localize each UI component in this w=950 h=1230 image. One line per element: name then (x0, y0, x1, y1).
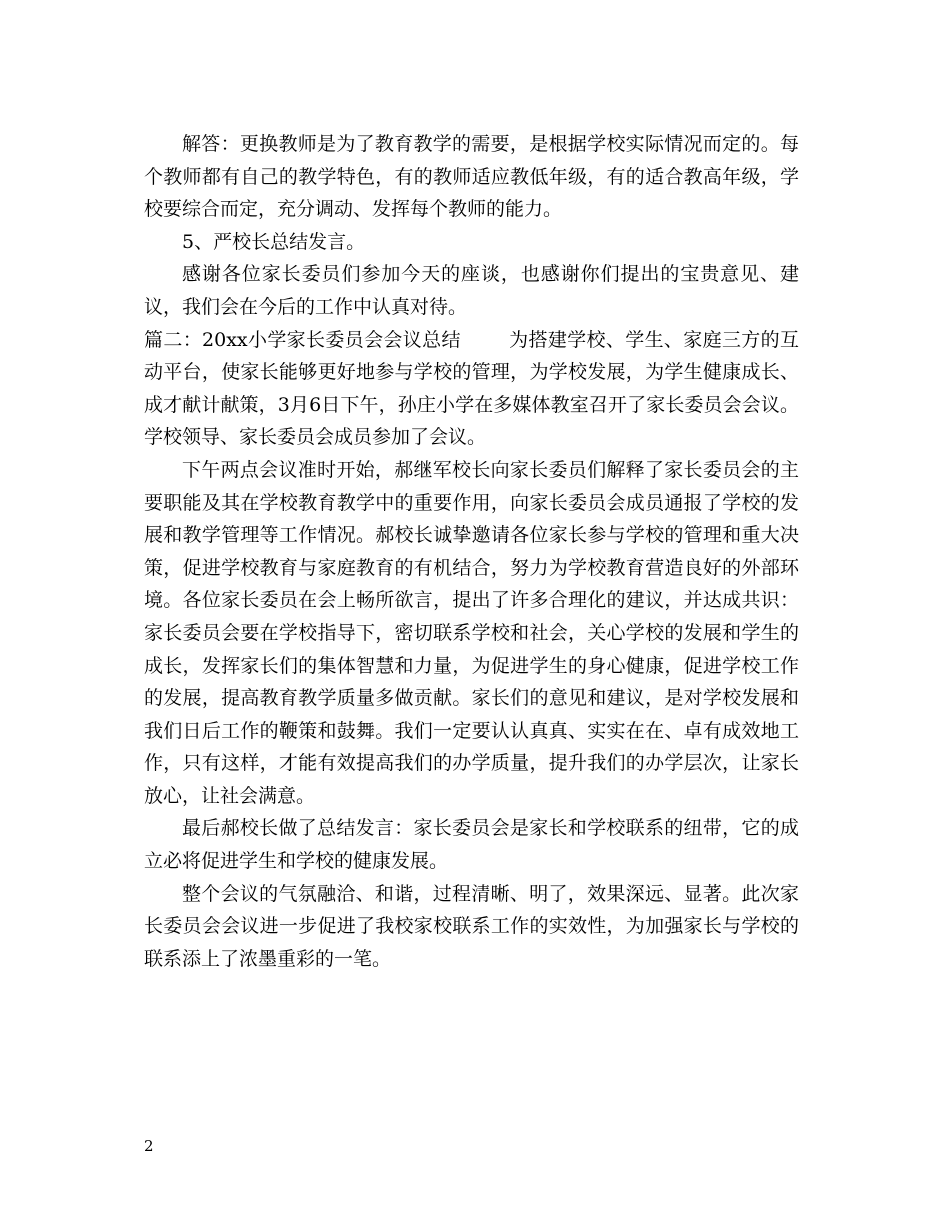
section-two-paragraph (144, 324, 799, 454)
section-intro: 为搭建学校、学生、家庭三方的互动平台，使家长能够更好地参与学校的管理，为学校发展，为学生健康成长、成才献计献策，3月6日下午，孙庄小学在多媒体教室召开了家长委员会会议。学校领导、家长委员会成员参加了会议。 (144, 328, 799, 449)
meeting-evaluation-paragraph: 整个会议的气氛融洽、和谐，过程清晰、明了，效果深远、显著。此次家长委员会会议进一步促进了我校家校联系工作的实效性，为加强家长与学校的联系添上了浓墨重彩的一笔。 (144, 882, 799, 970)
summary-speech-item: 5、严校长总结发言。 (182, 230, 366, 253)
thanks-paragraph: 感谢各位家长委员们参加今天的座谈，也感谢你们提出的宝贵意见、建议，我们会在今后的工作中认真对待。 (144, 263, 799, 318)
page-number: 2 (144, 1137, 154, 1155)
section-heading: 篇二：20xx小学家长委员会会议总结 (144, 328, 461, 351)
answer-paragraph: 解答：更换教师是为了教育教学的需要，是根据学校实际情况而定的。每个教师都有自己的教学特色，有的教师适应教低年级，有的适合教高年级，学校要综合而定，充分调动、发挥每个教师的能力。 (144, 133, 799, 221)
meeting-body-paragraph: 下午两点会议准时开始，郝继军校长向家长委员们解释了家长委员会的主要职能及其在学校教育教学中的重要作用，向家长委员会成员通报了学校的发展和教学管理等工作情况。郝校长诚挚邀请各位家长参与学校的管理和重大决策，促进学校教育与家庭教育的有机结合，努力为学校教育营造良好的外部环境。各位家长委员在会上畅所欲言，提出了许多合理化的建议，并达成共识：家长委员会要在学校指导下，密切联系学校和社会，关心学校的发展和学生的成长，发挥家长们的集体智慧和力量，为促进学生的身心健康，促进学校工作的发展，提高教育教学质量多做贡献。家长们的意见和建议，是对学校发展和我们日后工作的鞭策和鼓舞。我们一定要认认真真、实实在在、卓有成效地工作，只有这样，才能有效提高我们的办学质量，提升我们的办学层次，让家长放心，让社会满意。 (144, 458, 799, 807)
document-body (144, 128, 799, 975)
closing-speech-paragraph: 最后郝校长做了总结发言：家长委员会是家长和学校联系的纽带，它的成立必将促进学生和学校的健康发展。 (144, 817, 799, 873)
